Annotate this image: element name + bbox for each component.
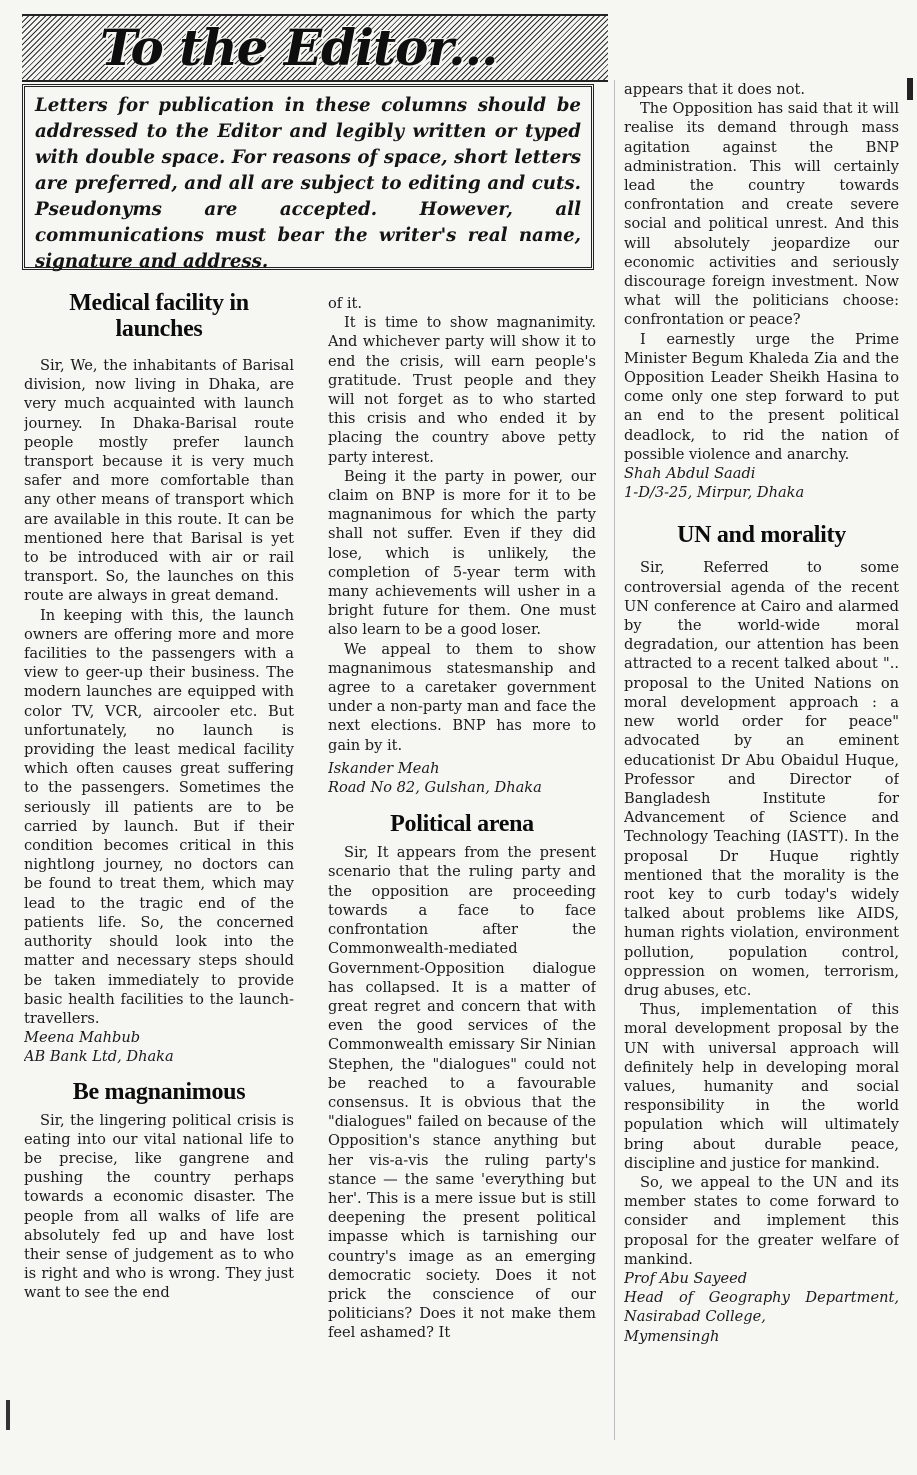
section-masthead [22, 14, 608, 82]
signature-title: Head of Geography Department, Nasirabad College, [624, 1289, 899, 1326]
signature-address: 1-D/3-25, Mirpur, Dhaka [624, 484, 805, 502]
letter-continuation: appears that it does not. [624, 81, 806, 98]
letter-paragraph: So, we appeal to the UN and its member states to come forward to consider and implement this proposal for the greater welfare of mankind. [624, 1173, 899, 1268]
signature-name: Shah Abdul Saadi [624, 465, 756, 483]
column-2 [328, 294, 596, 1444]
letter-paragraph: We appeal to them to show magnanimous statesmanship and agree to a caretaker government under a non-party man and face the next elections. BNP has more to gain by it. [328, 640, 596, 754]
letter-paragraph: Being it the party in power, our claim on BNP is more for it to be magnanimous for which the party shall not suffer. Even if they did lose, which is unlikely, the completion of 5-year term with many achievements will usher in a bright future for them. One must also learn to be a good loser. [328, 467, 596, 639]
submission-guidelines-box: Letters for publication in these columns should be addressed to the Editor and legibly written or typed with double space. For reasons of space, short letters are preferred, and all are subject to editing and cuts. Pseudonyms are accepted. However, all communications must bear the writer's real name, signature and address. [22, 84, 594, 270]
letter-paragraph: Sir, Referred to some controversial agenda of the recent UN conference at Cairo and alarmed by the world-wide moral degradation, our attention has been attracted to a recent talked about ".. proposal to the United Nations on moral development approach : a new world order for peace" advocated by an eminent educationist Dr Abu Obaidul Huque, Professor and Director of Bangladesh Institute for Advancement of Science and Technology Teaching (IASTT). In the proposal Dr Huque rightly mentioned that the morality is the root key to curb today's widely talked about problems like AIDS, human rights violation, environment pollution, population control, oppression on women, terrorism, drug abuses, etc. [624, 559, 899, 999]
signature-address: Road No 82, Gulshan, Dhaka [328, 779, 542, 797]
letter-paragraph: In keeping with this, the launch owners are offering more and more facilities to the passengers with a view to geer-up their business. The modern launches are equipped with color TV, VCR, aircooler etc. But unfortunately, no launch is providing the least medical facility which often causes great suffering to the passengers. Sometimes the seriously ill patients are to be carried by launch. But if their condition becomes critical in this nightlong journey, no doctors can be found to treat them, which may lead to the tragic end of the patients life. So, the concerned authority should look into the matter and necessary steps should be taken immediately to provide basic health facilities to the launch-travellers. [24, 606, 294, 1027]
column-1 [24, 290, 294, 1440]
letter-continuation: of it. [328, 295, 362, 312]
letter-paragraph: Sir, the lingering political crisis is eating into our vital national life to be precise, like gangrene and pushing the country perhaps towards a economic disaster. The people from all walks of life are absolutely fed up and have lost their sense of judgement as to who is right and who is wrong. They just want to see the end [24, 1111, 294, 1302]
column-divider [614, 80, 615, 1440]
letter-paragraph: I earnestly urge the Prime Minister Begum Khaleda Zia and the Opposition Leader Sheikh Hasina to come only one step forward to put an end to the present political deadlock, to rid the nation of possible violence and anarchy. [624, 330, 899, 463]
headline-political-arena: Political arena [390, 811, 534, 838]
signature-name: Meena Mahbub [24, 1029, 141, 1047]
signature-address: AB Bank Ltd, Dhaka [24, 1048, 174, 1066]
signature-name: Iskander Meah [328, 759, 440, 777]
margin-mark [6, 1400, 10, 1430]
headline-un-and-morality: UN and morality [677, 522, 846, 549]
headline-medical-facility: Medical facility in launches [69, 290, 249, 342]
letter-paragraph: Sir, It appears from the present scenario that the ruling party and the opposition are proceeding towards a face to face confrontation after the Commonwealth-mediated Government-Opposition dialogue has collapsed. It is a matter of great regret and concern that with even the good services of the Commonwealth emissary Sir Ninian Stephen, the "dialogues" could not be reached to a favourable consensus. It is obvious that the "dialogues" failed on because of the Opposition's stance anything but her vis-a-vis the ruling party's stance — the same 'everything but her'. This is a mere issue but is still deepening the present political impasse which is tarnishing our country's image as an emerging democratic society. Does it not prick the conscience of our politicians? Does it not make them feel ashamed? It [328, 844, 596, 1342]
column-3 [624, 80, 899, 1460]
letter-paragraph: Sir, We, the inhabitants of Barisal division, now living in Dhaka, are very much acquainted with launch journey. In Dhaka-Barisal route people mostly prefer launch transport because it is very much safer and more comfortable than any other means of transport which are available in this route. It can be mentioned here that Barisal is yet to be introduced with air or rail transport. So, the launches on this route are always in great demand. [24, 357, 294, 605]
signature-name: Prof Abu Sayeed [624, 1269, 748, 1287]
signature-address: Mymensingh [624, 1327, 720, 1345]
letter-paragraph: Thus, implementation of this moral development proposal by the UN with universal approach will definitely help in developing moral values, humanity and social responsibility in the world population which will ultimately bring about durable peace, discipline and justice for mankind. [624, 1001, 899, 1172]
cut-off-text-fragment [60, 0, 580, 8]
letter-paragraph: The Opposition has said that it will realise its demand through mass agitation against the BNP administration. This will certainly lead the country towards confrontation and create severe social and political unrest. And this will absolutely jeopardize our economic activities and seriously discourage foreign investment. Now what will the politicians choose: confrontation or peace? [624, 100, 899, 329]
section-title: To the Editor... [100, 18, 498, 77]
edge-mark [907, 78, 913, 100]
letter-paragraph: It is time to show magnanimity. And whichever party will show it to end the crisis, will earn people's gratitude. Trust people and they will not forget as to who started this crisis and who ended it by placing the country above petty party interest. [328, 314, 596, 466]
headline-be-magnanimous: Be magnanimous [72, 1078, 246, 1105]
